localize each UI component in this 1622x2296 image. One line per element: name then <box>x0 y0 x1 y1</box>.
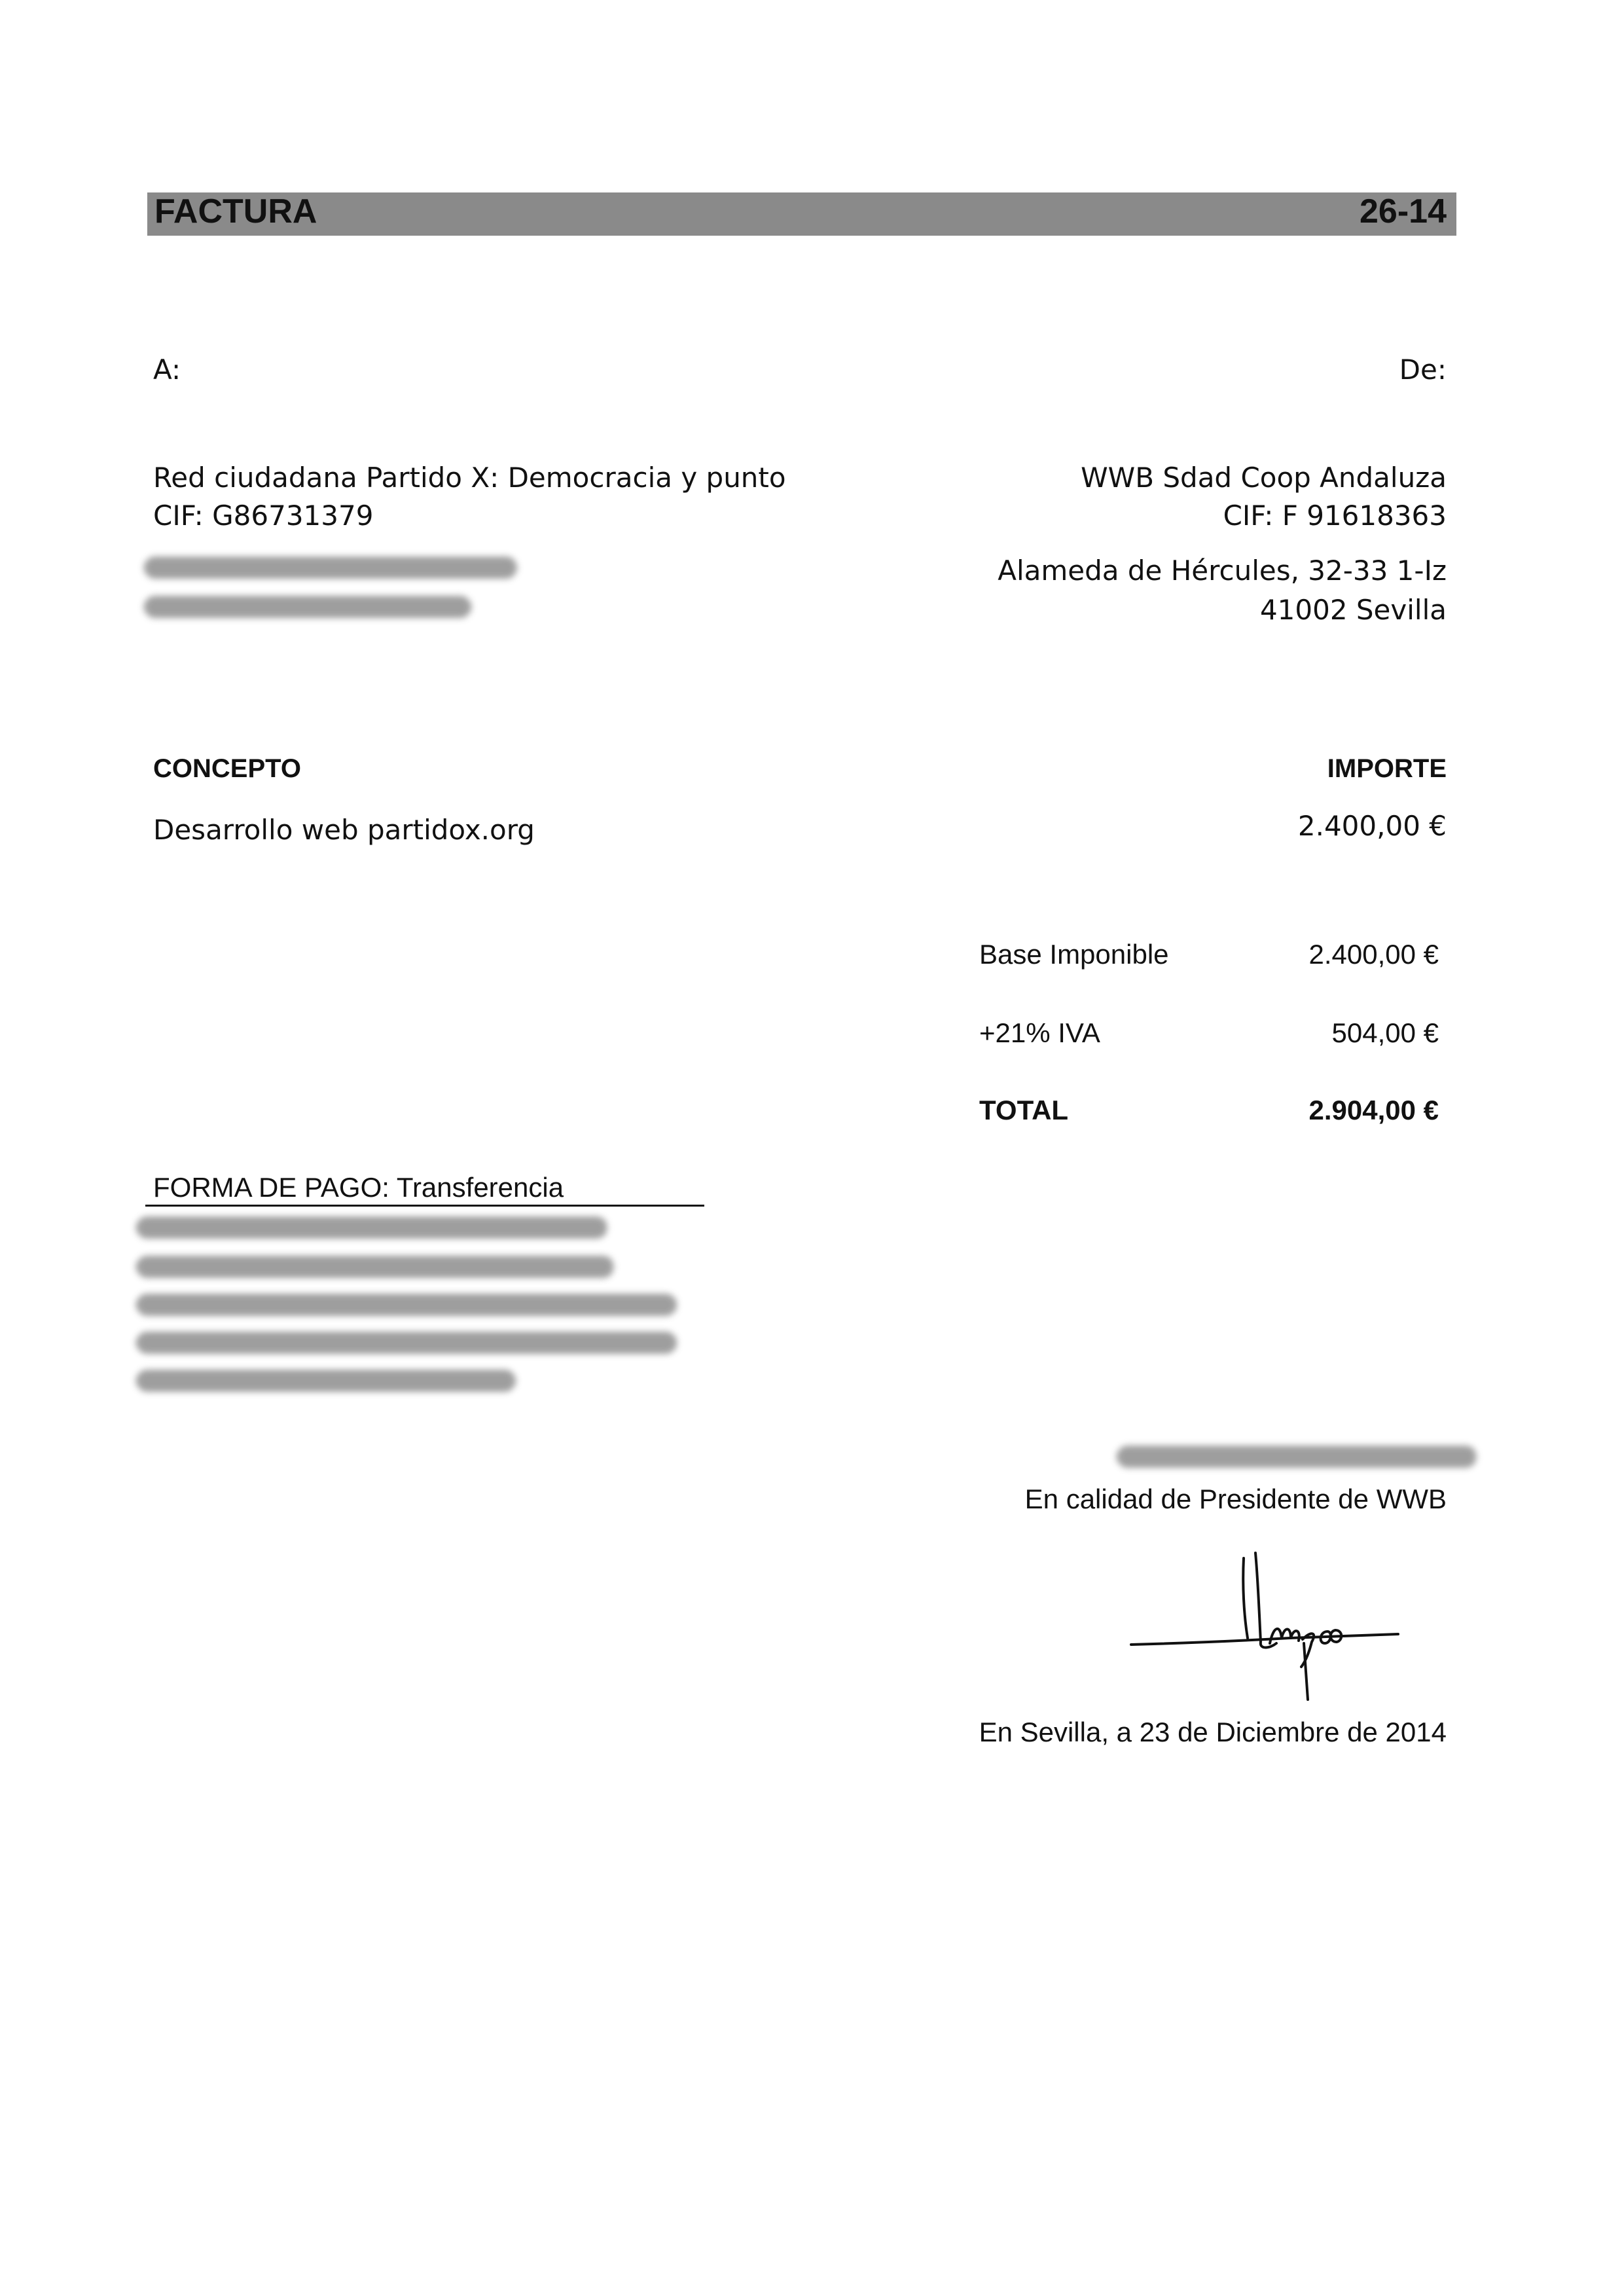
invoice-title: FACTURA <box>154 192 317 230</box>
base-label: Base Imponible <box>979 939 1169 970</box>
item-concept: Desarrollo web partidox.org <box>153 814 535 846</box>
place-and-date: En Sevilla, a 23 de Diciembre de 2014 <box>979 1717 1447 1747</box>
redacted-bank-details <box>136 1370 516 1392</box>
sender-label: De: <box>1399 354 1447 386</box>
concept-header: CONCEPTO <box>153 754 301 783</box>
sender-name: WWB Sdad Coop Andaluza <box>1081 462 1447 494</box>
handwritten-signature <box>1113 1552 1401 1702</box>
iva-label: +21% IVA <box>979 1017 1100 1048</box>
payment-method: FORMA DE PAGO: Transferencia <box>153 1172 564 1203</box>
invoice-number: 26-14 <box>1360 192 1447 230</box>
recipient-label: A: <box>153 354 181 386</box>
redacted-bank-details <box>136 1294 677 1316</box>
redacted-signer-name <box>1117 1446 1477 1468</box>
redacted-bank-details <box>136 1332 677 1354</box>
amount-header: IMPORTE <box>1327 754 1447 783</box>
redacted-recipient-address <box>144 556 517 579</box>
payment-underline <box>145 1205 704 1207</box>
sender-address-line1: Alameda de Hércules, 32-33 1-Iz <box>998 555 1447 587</box>
item-amount: 2.400,00 € <box>1297 810 1447 842</box>
recipient-cif: CIF: G86731379 <box>153 500 374 532</box>
redacted-bank-details <box>136 1256 614 1278</box>
sender-address-line2: 41002 Sevilla <box>1259 594 1447 626</box>
recipient-name: Red ciudadana Partido X: Democracia y punto <box>153 462 786 494</box>
base-value: 2.400,00 € <box>1308 939 1439 970</box>
total-value: 2.904,00 € <box>1308 1095 1439 1125</box>
redacted-bank-details <box>136 1216 607 1239</box>
total-label: TOTAL <box>979 1095 1069 1125</box>
sender-cif: CIF: F 91618363 <box>1223 500 1447 532</box>
redacted-recipient-address <box>144 596 471 618</box>
signer-role: En calidad de Presidente de WWB <box>1024 1484 1447 1514</box>
iva-value: 504,00 € <box>1331 1017 1439 1048</box>
